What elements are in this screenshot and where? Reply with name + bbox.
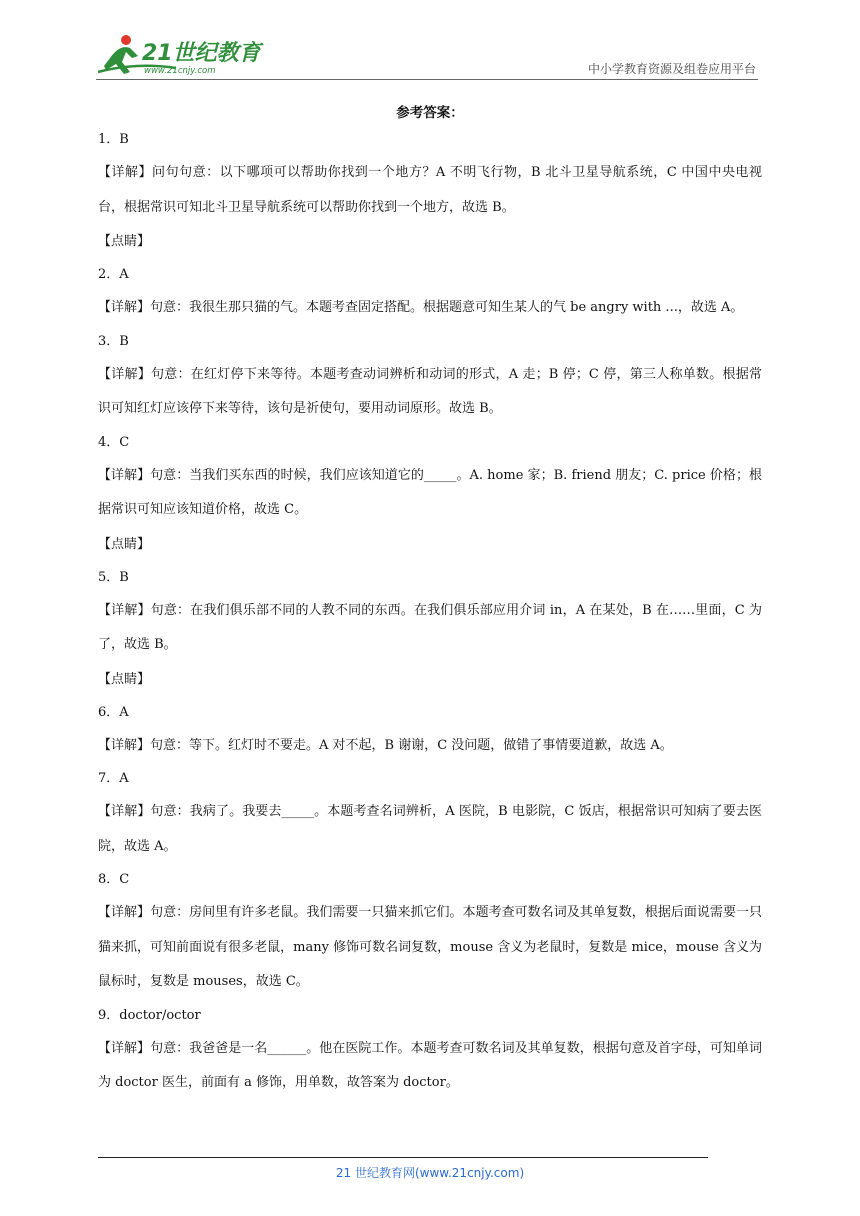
answer-item <box>98 1000 762 1101</box>
header-divider <box>96 79 758 80</box>
answer-number: 3．B <box>98 333 129 349</box>
answer-detail: 【详解】问句句意：以下哪项可以帮助你找到一个地方？A 不明飞行物，B 北斗卫星导航系统，C 中国中央电视台，根据常识可知北斗卫星导航系统可以帮助你找到一个地方，故选 B。 <box>98 165 762 215</box>
answer-note: 【点睛】 <box>98 536 151 552</box>
answer-detail: 【详解】句意：等下。红灯时不要走。A 对不起，B 谢谢，C 没问题，做错了事情要道歉，故选 A。 <box>98 737 673 753</box>
logo-text: 21世纪教育 <box>142 41 261 66</box>
footer-link[interactable]: 21 世纪教育网(www.21cnjy.com) <box>335 1166 525 1180</box>
answer-item <box>98 259 762 326</box>
answer-detail: 【详解】句意：当我们买东西的时候，我们应该知道它的_____。A. home 家；B. friend 朋友；C. price 价格；根据常识可知应该知道价格，故选 C。 <box>98 467 762 517</box>
answer-number: 7．A <box>98 771 129 786</box>
answer-number: 4．C <box>98 434 130 450</box>
answer-item <box>98 562 762 697</box>
answer-number: 8．C <box>98 872 130 887</box>
answer-list <box>98 124 762 1101</box>
answer-item <box>98 697 762 764</box>
answer-item <box>98 763 762 864</box>
answer-detail: 【详解】句意：房间里有许多老鼠。我们需要一只猫来抓它们。本题考查可数名词及其单复数，根据后面说需要一只猫来抓，可知前面说有很多老鼠，many 修饰可数名词复数，mouse 含义为老鼠时，复数是 mice，mouse 含义为鼠标时，复数是 mouses，故选 C。 <box>98 905 762 989</box>
logo-url: www.21cnjy.com <box>144 66 216 76</box>
answer-item <box>98 124 762 259</box>
logo <box>96 32 276 76</box>
page-title: 参考答案： <box>396 105 464 121</box>
answer-detail: 【详解】句意：在我们俱乐部不同的人教不同的东西。在我们俱乐部应用介词 in，A 在某处，B 在……里面，C 为了，故选 B。 <box>98 602 762 652</box>
answer-item <box>98 326 762 427</box>
footer-divider <box>98 1157 708 1158</box>
answer-detail: 【详解】句意：我爸爸是一名______。他在医院工作。本题考查可数名词及其单复数，根据句意及首字母，可知单词为 doctor 医生，前面有 a 修饰，用单数，故答案为 doctor。 <box>98 1040 762 1090</box>
answer-item <box>98 427 762 562</box>
answer-number: 6．A <box>98 704 129 720</box>
answer-number: 1．B <box>98 132 129 147</box>
answer-note: 【点睛】 <box>98 671 151 687</box>
answer-number: 9．doctor/octor <box>98 1007 201 1023</box>
answer-item <box>98 864 762 1000</box>
answer-note: 【点睛】 <box>98 234 151 249</box>
answer-detail: 【详解】句意：我很生那只猫的气。本题考查固定搭配。根据题意可知生某人的气 be angry with ...，故选 A。 <box>98 300 744 315</box>
answer-number: 5．B <box>98 569 129 585</box>
page-header <box>96 30 758 80</box>
platform-name: 中小学教育资源及组卷应用平台 <box>587 62 756 76</box>
answer-number: 2．A <box>98 267 129 282</box>
answer-detail: 【详解】句意：我病了。我要去_____。本题考查名词辨析，A 医院，B 电影院，C 饭店，根据常识可知病了要去医院，故选 A。 <box>98 804 762 854</box>
answer-detail: 【详解】句意：在红灯停下来等待。本题考查动词辨析和动词的形式，A 走；B 停；C 停，第三人称单数。根据常识可知红灯应该停下来等待，该句是祈使句，要用动词原形。故选 B。 <box>98 366 762 416</box>
